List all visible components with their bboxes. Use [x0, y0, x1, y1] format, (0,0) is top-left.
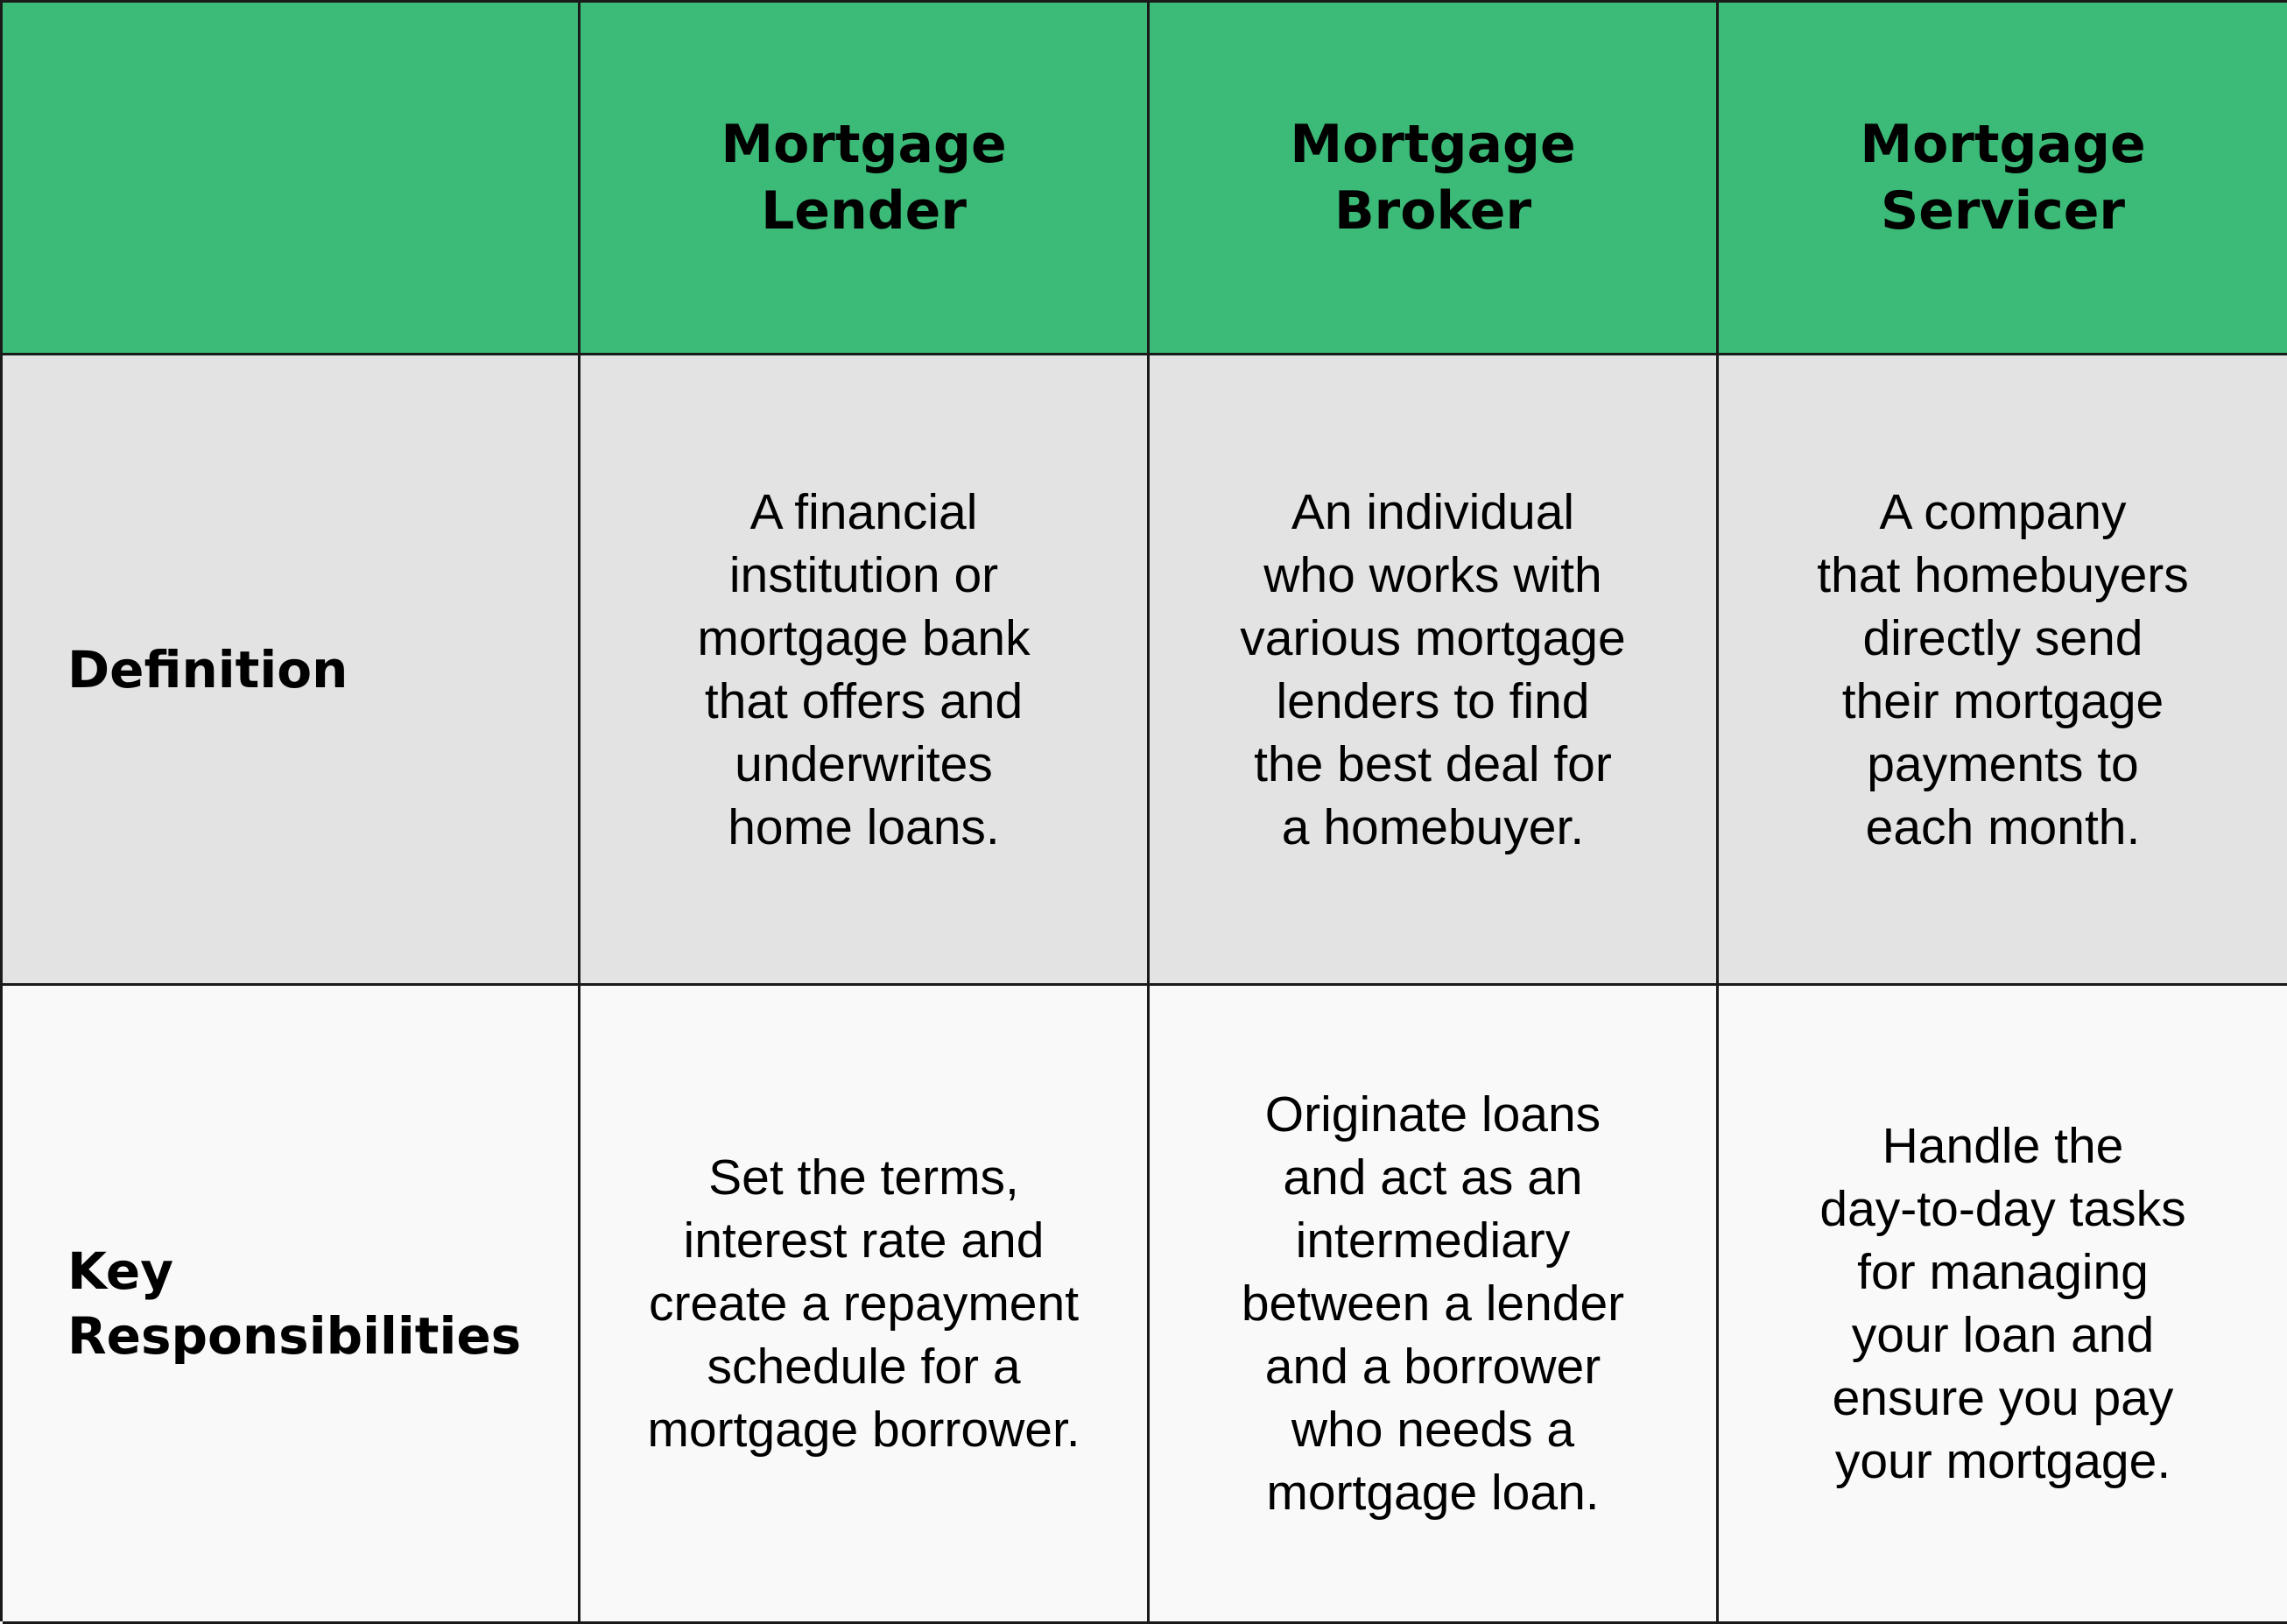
responsibilities-lender-cell: Set the terms, interest rate and create a repayment schedule for a mortgage borrower. — [581, 986, 1150, 1624]
header-mortgage-lender: Mortgage Lender — [581, 3, 1150, 355]
responsibilities-servicer-cell: Handle the day-to-day tasks for managing your loan and ensure you pay your mortgage. — [1719, 986, 2287, 1624]
header-corner-cell — [3, 3, 581, 355]
definition-broker-cell: An individual who works with various mortgage lenders to find the best deal for a homebuyer. — [1150, 355, 1719, 986]
row-label-key-responsibilities: Key Responsibilities — [3, 986, 581, 1624]
definition-servicer-cell: A company that homebuyers directly send their mortgage payments to each month. — [1719, 355, 2287, 986]
header-mortgage-servicer: Mortgage Servicer — [1719, 3, 2287, 355]
row-label-definition: Definition — [3, 355, 581, 986]
header-mortgage-broker: Mortgage Broker — [1150, 3, 1719, 355]
responsibilities-broker-cell: Originate loans and act as an intermediary between a lender and a borrower who needs a mortgage loan. — [1150, 986, 1719, 1624]
definition-lender-cell: A financial institution or mortgage bank that offers and underwrites home loans. — [581, 355, 1150, 986]
